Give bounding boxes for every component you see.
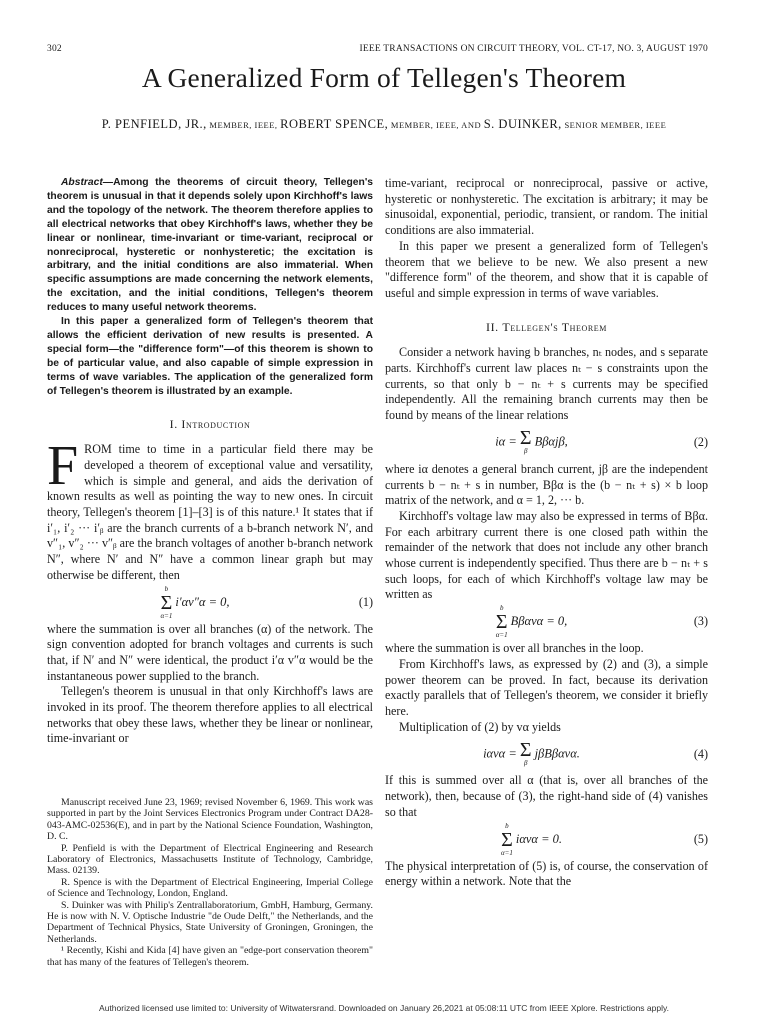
summation-symbol: Σ β [519, 738, 532, 767]
equation-rhs: Bβαjβ, [534, 434, 568, 449]
equation-number: (4) [693, 746, 708, 761]
equation-3 [385, 603, 708, 641]
body-paragraph: Consider a network having b branches, nₜ nodes, and s separate parts. Kirchhoff's current law places nₜ − s constraints upon the currents, so that only b − nₜ + s currents may be specified independently. All the remaining branch currents may then be found by means of the linear relations [385, 345, 708, 423]
equation-5 [385, 821, 708, 859]
equation-body: iαvα = 0. [515, 831, 563, 846]
section-heading-introduction [47, 417, 373, 433]
equation-body: i′αv″α = 0, [175, 594, 230, 609]
equation-number: (1) [358, 594, 373, 609]
equation-body: Bβαvα = 0, [510, 614, 568, 629]
running-header [47, 44, 708, 54]
drop-cap: F [47, 435, 79, 498]
section-title: Introduction [181, 416, 251, 431]
equation-number: (2) [693, 434, 708, 449]
paper-title: A Generalized Form of Tellegen's Theorem [141, 62, 627, 93]
equation-rhs: jβBβαvα. [534, 746, 580, 761]
body-paragraph: From Kirchhoff's laws, as expressed by (2) and (3), a simple power theorem can be proved. In fact, because its derivation exactly parallels that of Tellegen's theorem, we consider it briefly here. [385, 656, 708, 718]
summation-symbol: b Σ α=1 [500, 821, 513, 857]
journal-citation: IEEE TRANSACTIONS ON CIRCUIT THEORY, VOL. CT-17, NO. 3, AUGUST 1970 [359, 44, 708, 54]
body-paragraph: Multiplication of (2) by vα yields [399, 719, 561, 734]
body-paragraph: where the summation is over all branches in the loop. [385, 641, 644, 656]
section-title: Tellegen's Theorem [502, 319, 608, 334]
author-name: S. DUINKER, [483, 117, 562, 131]
equation-1 [47, 584, 373, 622]
equation-lhs: iαvα = [483, 746, 520, 761]
body-paragraph: Kirchhoff's voltage law may also be expressed in terms of Bβα. For each arbitrary current there is one closed path within the remainder of the network that does not include any other branch whose current is independently specified. Thus there are b − nₜ + s such loops, for each of which Kirchhoff's voltage law may be written as [385, 508, 708, 602]
author-name: ROBERT SPENCE, [280, 117, 389, 131]
footnote: P. Penfield is with the Department of Electrical Engineering and Research Laboratory of Electronics, Massachusetts Institute of Technology, Cambridge, Mass. 02139. [47, 842, 373, 877]
abstract [47, 176, 373, 399]
license-footer: Authorized licensed use limited to: University of Witwatersrand. Downloaded on January 26,2021 at 05:08:11 UTC from IEEE Xplore. Restrictions apply. [99, 1003, 669, 1013]
body-paragraph: The physical interpretation of (5) is, of course, the conservation of energy within a network. Note that the [385, 858, 708, 889]
footnotes [47, 797, 373, 968]
section-heading-tellegen [385, 320, 708, 336]
body-paragraph: Tellegen's theorem is unusual in that only Kirchhoff's laws are invoked in its proof. The theorem therefore applies to all electrical networks that obey these laws, whether they be linear or nonlinear, time-invariant or [47, 684, 373, 746]
abstract-lead: Abstract [61, 177, 103, 188]
equation-number: (3) [693, 614, 708, 629]
footnote: S. Duinker was with Philip's Zentrallaboratorium, GmbH, Hamburg, Germany. He is now with N. V. Optische Industrie "de Oude Delft," the Netherlands, and the Department of Technical Physics, State University of Groningen, Groningen, the Netherlands. [47, 899, 373, 945]
author-membership: MEMBER, IEEE, [206, 120, 281, 130]
summation-symbol: b Σ α=1 [160, 584, 173, 620]
right-column [385, 176, 708, 890]
body-paragraph: ROM time to time in a particular field there may be developed a theorem of exceptional value and versatility, which is simple and general, and aids the derivation of known results as well as pointing the way to new ones. In circuit theory, Tellegen's theorem [1]–[3] is of this nature.¹ It states that if i′₁, i′₂ ··· i′ᵦ are the branch currents of a b-branch network N′, and v″₁, v″₂ ··· v″ᵦ are the branch voltages of another b-branch network N″, where N′ and N″ have a common linear graph but may otherwise be different, then [47, 442, 373, 582]
footnote: ¹ Recently, Kishi and Kida [4] have given an "edge-port conservation theorem" that has many of the features of Tellegen's theorem. [47, 945, 373, 968]
body-paragraph: time-variant, reciprocal or nonreciprocal, passive or active, hysteretic or nonhysteretic. The excitation is arbitrary; it may be sinusoidal, exponential, periodic, transient, or random. The initial conditions are also immaterial. [385, 176, 708, 238]
footnote: Manuscript received June 23, 1969; revised November 6, 1969. This work was supported in part by the Joint Services Electronics Program under Contract DA28-043-AMC-02536(E), and in part by the National Science Foundation, Washington, D. C. [47, 797, 373, 843]
author-name: P. PENFIELD, JR., [101, 117, 207, 131]
page-number: 302 [47, 44, 62, 54]
author-membership: MEMBER, IEEE, AND [388, 120, 484, 130]
left-column [47, 176, 373, 747]
summation-symbol: b Σ α=1 [495, 604, 508, 640]
author-membership: SENIOR MEMBER, IEEE [561, 120, 667, 130]
summation-symbol: Σ β [519, 427, 532, 456]
body-paragraph: In this paper we present a generalized form of Tellegen's theorem that we believe to be new. We also present a new "difference form" of the theorem, and show that it is capable of useful and simple expression in terms of wave variables. [385, 238, 708, 300]
author-line [30, 117, 738, 132]
equation-number: (5) [693, 831, 708, 846]
abstract-paragraph: In this paper a generalized form of Tellegen's theorem that allows the efficient derivation of new results is presented. A special form—the "difference form"—of this theorem is shown to be of particular value, and also capable of simple expression in terms of wave variables. The application of the generalized form of Tellegen's theorem is illustrated by an example. [47, 316, 373, 397]
section-number: II. [485, 319, 499, 334]
equation-4 [385, 735, 708, 773]
abstract-paragraph: —Among the theorems of circuit theory, Tellegen's theorem is unusual in that it depends solely upon Kirchhoff's laws and the topology of the network. The theorem therefore applies to all electrical networks that obey Kirchhoff's laws, whether they be linear or nonlinear, time-invariant or time-variant, reciprocal or nonreciprocal, hysteretic or nonhysteretic; the excitation is arbitrary, and the initial conditions are also immaterial. When specific assumptions are made concerning the network elements, the excitation, and the initial conditions, Tellegen's theorem reduces to many useful network theorems. [47, 177, 373, 314]
equation-2 [385, 424, 708, 462]
body-paragraph: where iα denotes a general branch current, jβ are the independent currents b − nₜ + s in number, Bβα is the (b − nₜ + s) × b loop matrix of the network, and α = 1, 2, ··· b. [385, 461, 708, 508]
intro-first-paragraph [47, 435, 373, 583]
section-number: I. [169, 416, 178, 431]
footnote: R. Spence is with the Department of Electrical Engineering, Imperial College of Science and Technology, London, England. [47, 876, 373, 900]
body-paragraph: where the summation is over all branches (α) of the network. The sign convention adopted for branch voltages and currents is such that, if N′ and N″ were identical, the product i′α v″α would be the instantaneous power supplied to the branch. [47, 621, 373, 683]
equation-lhs: iα = [495, 434, 520, 449]
body-paragraph: If this is summed over all α (that is, over all branches of the network), then, because of (3), the right-hand side of (4) vanishes so that [385, 773, 708, 819]
